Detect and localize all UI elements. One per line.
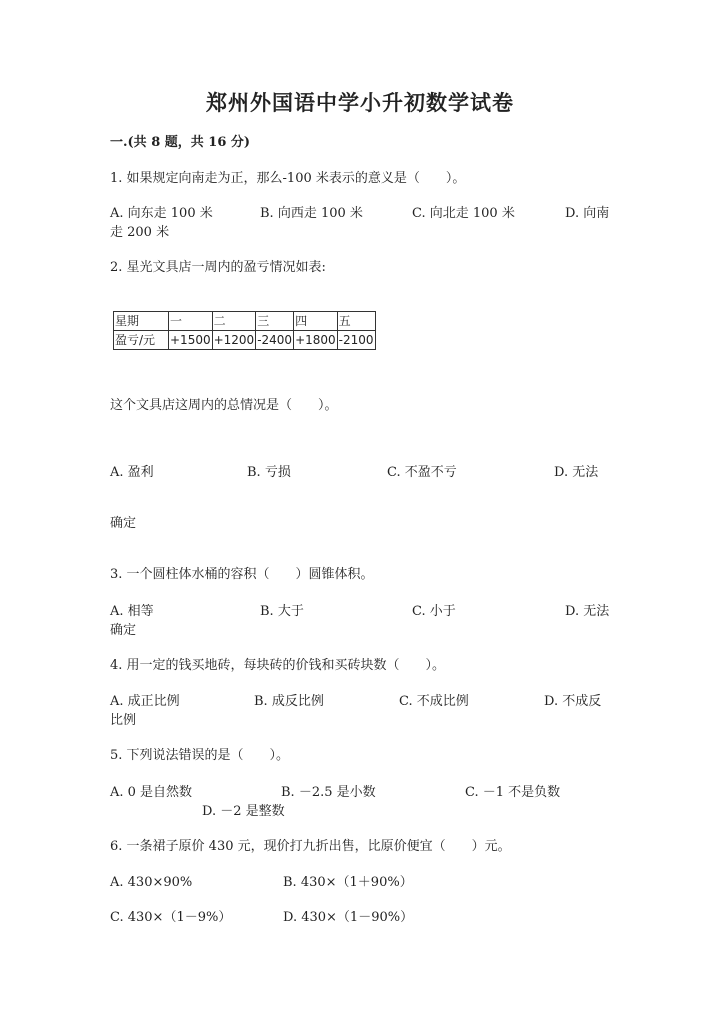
question-5-stem: 5. 下列说法错误的是（ ）。 [110,748,290,763]
table-cell: +1800 [294,331,338,350]
question-1-option-c: C. 向北走 100 米 [412,206,515,221]
question-2-stem: 2. 星光文具店一周内的盈亏情况如表: [110,260,326,275]
table-cell: 三 [256,312,294,331]
question-2-option-a: A. 盈利 [110,465,154,480]
question-1-option-b: B. 向西走 100 米 [260,206,363,221]
question-4-option-d: D. 不成反 [544,694,602,709]
question-4-option-a: A. 成正比例 [110,694,180,709]
question-5-option-a: A. 0 是自然数 [110,785,193,800]
table-cell: 二 [212,312,256,331]
question-4-option-b: B. 成反比例 [254,694,324,709]
question-1-stem: 1. 如果规定向南走为正，那么-100 米表示的意义是（ ）。 [110,171,466,186]
question-2-question: 这个文具店这周内的总情况是（ ）。 [110,398,338,413]
exam-title: 郑州外国语中学小升初数学试卷 [206,90,514,115]
question-5-option-c: C. －1 不是负数 [465,785,561,800]
section-heading: 一.(共 8 题，共 16 分) [110,135,251,150]
question-2-option-b: B. 亏损 [247,465,291,480]
table-cell: +1500 [169,331,213,350]
question-1-option-a: A. 向东走 100 米 [110,206,213,221]
question-2-option-d: D. 无法 [554,465,599,480]
table-cell: 一 [169,312,213,331]
question-1-option-d: D. 向南 [565,206,610,221]
question-5-option-b: B. －2.5 是小数 [281,785,376,800]
table-cell: -2400 [256,331,294,350]
table-cell: 盈亏/元 [114,331,169,350]
table-cell: 四 [294,312,338,331]
question-2-option-d-wrap: 确定 [110,516,137,531]
question-6-option-b: B. 430×（1＋90%） [283,875,413,890]
table-cell: -2100 [337,331,375,350]
question-5-option-d: D. －2 是整数 [202,804,285,819]
question-6-stem: 6. 一条裙子原价 430 元，现价打九折出售，比原价便宜（ ）元。 [110,839,511,854]
question-3-option-c: C. 小于 [412,604,456,619]
question-4-option-d-wrap: 比例 [110,713,137,728]
question-3-option-b: B. 大于 [260,604,304,619]
question-6-option-d: D. 430×（1－90%） [283,910,414,925]
question-3-option-a: A. 相等 [110,604,154,619]
question-1-option-d-wrap: 走 200 米 [110,225,170,240]
question-3-stem: 3. 一个圆柱体水桶的容积（ ）圆锥体积。 [110,567,374,582]
question-3-option-d: D. 无法 [565,604,610,619]
table-row [114,331,376,350]
question-4-option-c: C. 不成比例 [399,694,469,709]
table-cell: 星期 [114,312,169,331]
question-6-option-a: A. 430×90% [110,875,193,890]
table-cell: +1200 [212,331,256,350]
question-2-option-c: C. 不盈不亏 [387,465,457,480]
question-4-stem: 4. 用一定的钱买地砖，每块砖的价钱和买砖块数（ ）。 [110,658,446,673]
question-6-option-c: C. 430×（1－9%） [110,910,232,925]
question-3-option-d-wrap: 确定 [110,623,137,638]
table-header-row [114,312,376,331]
table-cell: 五 [337,312,375,331]
profit-loss-table [113,311,376,350]
